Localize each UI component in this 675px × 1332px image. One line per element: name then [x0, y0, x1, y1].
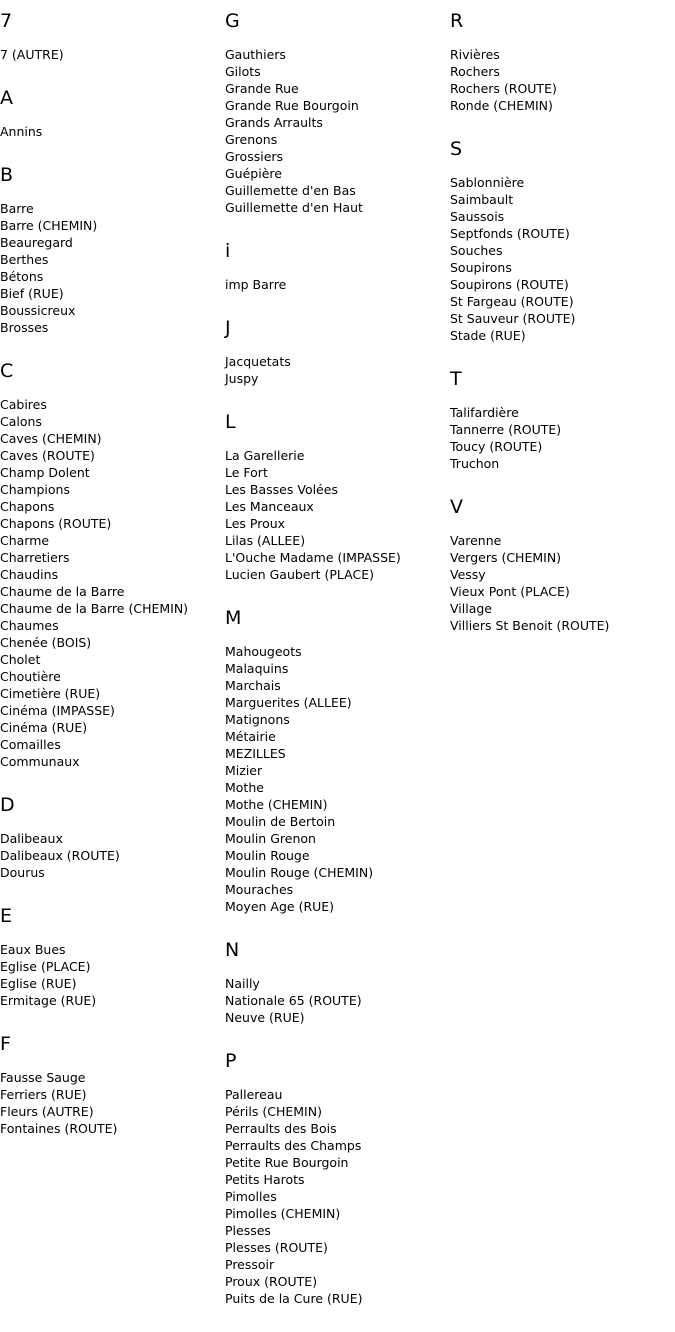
street-list-item: [225, 1009, 450, 1026]
street-link[interactable]: Dalibeaux: [0, 831, 63, 846]
street-link[interactable]: L'Ouche Madame (IMPASSE): [225, 550, 401, 565]
street-link[interactable]: Septfonds (ROUTE): [450, 226, 570, 241]
street-list-item: [225, 498, 450, 515]
street-link[interactable]: Puits de la Cure (RUE): [225, 1291, 363, 1306]
letter-group: [225, 412, 450, 583]
street-list-item: [0, 958, 225, 975]
street-list-item: [450, 438, 675, 455]
street-list-item: [450, 455, 675, 472]
street-link[interactable]: Village: [450, 601, 492, 616]
street-link[interactable]: Champ Dolent: [0, 465, 90, 480]
street-list-item: [225, 813, 450, 830]
street-list-item: [225, 1171, 450, 1188]
street-link[interactable]: Fleurs (AUTRE): [0, 1104, 94, 1119]
street-list-item: [0, 736, 225, 753]
letter-group: [0, 11, 225, 63]
street-list: [450, 404, 675, 472]
letter-group: [225, 608, 450, 915]
street-list: [0, 396, 225, 770]
street-link[interactable]: Toucy (ROUTE): [450, 439, 543, 454]
street-list: [0, 46, 225, 63]
street-link[interactable]: Eaux Bues: [0, 942, 66, 957]
street-list-item: [0, 941, 225, 958]
street-list: [0, 123, 225, 140]
street-link[interactable]: Barre (CHEMIN): [0, 218, 98, 233]
letter-group: [450, 497, 675, 634]
street-link[interactable]: Rochers: [450, 64, 500, 79]
street-list-item: [225, 165, 450, 182]
letter-group: [450, 139, 675, 344]
street-list-item: [450, 46, 675, 63]
street-link[interactable]: St Sauveur (ROUTE): [450, 311, 576, 326]
street-list-item: [0, 319, 225, 336]
street-link[interactable]: Varenne: [450, 533, 502, 548]
street-list-item: [0, 753, 225, 770]
street-link[interactable]: Les Basses Volées: [225, 482, 338, 497]
street-link[interactable]: Plesses (ROUTE): [225, 1240, 328, 1255]
street-link[interactable]: MEZILLES: [225, 746, 286, 761]
street-link[interactable]: Saussois: [450, 209, 505, 224]
street-list-item: [225, 114, 450, 131]
street-link[interactable]: Mouraches: [225, 882, 294, 897]
street-link[interactable]: Ferriers (RUE): [0, 1087, 87, 1102]
letter-group: [0, 165, 225, 336]
street-link[interactable]: Vieux Pont (PLACE): [450, 584, 570, 599]
street-link[interactable]: imp Barre: [225, 277, 287, 292]
letter-heading: T: [450, 368, 462, 390]
letter-heading: A: [0, 87, 13, 109]
street-list-item: [225, 549, 450, 566]
street-list-item: [0, 830, 225, 847]
street-link[interactable]: Lucien Gaubert (PLACE): [225, 567, 375, 582]
street-link[interactable]: Vessy: [450, 567, 486, 582]
letter-heading: D: [0, 794, 15, 816]
letter-heading: G: [225, 10, 240, 32]
street-list-item: [450, 242, 675, 259]
street-list-item: [450, 293, 675, 310]
street-link[interactable]: Communaux: [0, 754, 80, 769]
street-link[interactable]: Mothe (CHEMIN): [225, 797, 328, 812]
street-index-column-2: [225, 0, 450, 1332]
street-list-item: [0, 302, 225, 319]
street-list-item: [225, 1103, 450, 1120]
street-list-item: [225, 992, 450, 1009]
street-list-item: [225, 97, 450, 114]
street-list-item: [225, 80, 450, 97]
street-link[interactable]: Moulin Rouge: [225, 848, 310, 863]
letter-heading: i: [225, 240, 231, 262]
street-list-item: [0, 447, 225, 464]
street-list-item: [225, 63, 450, 80]
street-list-item: [450, 208, 675, 225]
street-list-item: [0, 464, 225, 481]
street-link[interactable]: Petite Rue Bourgoin: [225, 1155, 349, 1170]
street-list-item: [0, 268, 225, 285]
street-list-item: [225, 1290, 450, 1307]
letter-group: [450, 11, 675, 114]
street-index-column-3: [450, 0, 675, 659]
street-list-item: [225, 728, 450, 745]
letter-heading: V: [450, 496, 463, 518]
street-link[interactable]: Plesses: [225, 1223, 271, 1238]
street-list-item: [225, 762, 450, 779]
street-list-item: [225, 532, 450, 549]
street-list: [0, 200, 225, 336]
street-link[interactable]: Proux (ROUTE): [225, 1274, 318, 1289]
street-list: [0, 830, 225, 881]
letter-heading: B: [0, 164, 14, 186]
street-list-item: [450, 276, 675, 293]
street-list-item: [0, 668, 225, 685]
letter-group: [225, 11, 450, 216]
street-link[interactable]: Charme: [0, 533, 50, 548]
letter-group: [450, 369, 675, 472]
street-link[interactable]: Truchon: [450, 456, 500, 471]
letter-heading: N: [225, 939, 240, 961]
street-link[interactable]: Villiers St Benoit (ROUTE): [450, 618, 610, 633]
street-link[interactable]: Dalibeaux (ROUTE): [0, 848, 120, 863]
street-link[interactable]: Le Fort: [225, 465, 268, 480]
street-list-item: [0, 532, 225, 549]
street-link[interactable]: Charretiers: [0, 550, 70, 565]
street-link[interactable]: Chenée (BOIS): [0, 635, 92, 650]
street-list-item: [225, 182, 450, 199]
street-link[interactable]: Moulin de Bertoin: [225, 814, 336, 829]
street-link[interactable]: Grenons: [225, 132, 278, 147]
street-link[interactable]: Grossiers: [225, 149, 284, 164]
street-link[interactable]: Berthes: [0, 252, 49, 267]
street-list-item: [450, 174, 675, 191]
street-list-item: [0, 992, 225, 1009]
street-list-item: [0, 481, 225, 498]
street-list-item: [225, 566, 450, 583]
street-list-item: [0, 617, 225, 634]
street-list-item: [450, 617, 675, 634]
street-list-item: [0, 46, 225, 63]
letter-group: [225, 318, 450, 387]
street-list-item: [225, 515, 450, 532]
street-list-item: [225, 46, 450, 63]
street-list-item: [225, 199, 450, 216]
street-list-item: [450, 600, 675, 617]
street-link[interactable]: Grande Rue Bourgoin: [225, 98, 359, 113]
street-link[interactable]: Malaquins: [225, 661, 289, 676]
street-link[interactable]: Stade (RUE): [450, 328, 526, 343]
street-link[interactable]: Caves (CHEMIN): [0, 431, 102, 446]
street-list-item: [225, 1256, 450, 1273]
street-link[interactable]: Saimbault: [450, 192, 514, 207]
letter-group: [225, 241, 450, 293]
street-link[interactable]: Guillemette d'en Haut: [225, 200, 363, 215]
street-list-item: [0, 123, 225, 140]
street-list-item: [450, 80, 675, 97]
street-list-item: [0, 634, 225, 651]
letter-group: [225, 1051, 450, 1307]
street-link[interactable]: Eglise (PLACE): [0, 959, 91, 974]
street-list: [0, 1069, 225, 1137]
street-list-item: [225, 353, 450, 370]
street-list-item: [450, 259, 675, 276]
street-link[interactable]: Moyen Age (RUE): [225, 899, 335, 914]
letter-group: [0, 795, 225, 881]
street-list: [225, 353, 450, 387]
street-list-item: [225, 1239, 450, 1256]
street-link[interactable]: Pimolles (CHEMIN): [225, 1206, 341, 1221]
street-link[interactable]: Chaume de la Barre: [0, 584, 125, 599]
street-list-item: [0, 200, 225, 217]
street-link[interactable]: Talifardière: [450, 405, 519, 420]
street-list: [225, 447, 450, 583]
letter-heading: C: [0, 360, 14, 382]
street-link[interactable]: Juspy: [225, 371, 259, 386]
street-list-item: [450, 549, 675, 566]
street-link[interactable]: Grande Rue: [225, 81, 299, 96]
street-list-item: [225, 975, 450, 992]
street-list-item: [225, 881, 450, 898]
street-list-item: [0, 1103, 225, 1120]
street-link[interactable]: Matignons: [225, 712, 290, 727]
street-link[interactable]: Gilots: [225, 64, 261, 79]
street-link[interactable]: Guillemette d'en Bas: [225, 183, 356, 198]
street-list-item: [225, 660, 450, 677]
street-list-item: [450, 191, 675, 208]
street-link[interactable]: Chaudins: [0, 567, 59, 582]
street-link[interactable]: Ronde (CHEMIN): [450, 98, 553, 113]
street-list-item: [225, 1120, 450, 1137]
street-link[interactable]: St Fargeau (ROUTE): [450, 294, 574, 309]
street-link[interactable]: Pimolles: [225, 1189, 277, 1204]
letter-heading: M: [225, 607, 242, 629]
street-list-item: [225, 447, 450, 464]
street-list-item: [225, 131, 450, 148]
street-list-item: [450, 421, 675, 438]
street-link[interactable]: Comailles: [0, 737, 61, 752]
letter-group: [0, 906, 225, 1009]
street-link[interactable]: Boussicreux: [0, 303, 76, 318]
street-list-item: [0, 430, 225, 447]
street-list-item: [225, 481, 450, 498]
street-link[interactable]: Tannerre (ROUTE): [450, 422, 562, 437]
street-list-item: [0, 583, 225, 600]
street-link[interactable]: Vergers (CHEMIN): [450, 550, 562, 565]
street-link[interactable]: Grands Arraults: [225, 115, 323, 130]
letter-heading: E: [0, 905, 13, 927]
street-list-item: [225, 370, 450, 387]
street-link[interactable]: Les Proux: [225, 516, 286, 531]
street-list-item: [0, 251, 225, 268]
street-list-item: [0, 864, 225, 881]
street-list-item: [225, 677, 450, 694]
street-list-item: [225, 711, 450, 728]
street-list: [450, 174, 675, 344]
street-link[interactable]: Choutière: [0, 669, 61, 684]
street-index-column-1: [0, 0, 225, 1162]
street-list-item: [225, 830, 450, 847]
street-list-item: [225, 779, 450, 796]
street-list: [225, 1086, 450, 1307]
letter-group: [0, 1034, 225, 1137]
street-link[interactable]: Lilas (ALLEE): [225, 533, 306, 548]
street-list-item: [450, 327, 675, 344]
street-link[interactable]: Nailly: [225, 976, 260, 991]
letter-heading: 7: [0, 10, 13, 32]
street-link[interactable]: Guépière: [225, 166, 282, 181]
street-link[interactable]: 7 (AUTRE): [0, 47, 64, 62]
street-link[interactable]: Beauregard: [0, 235, 73, 250]
street-link[interactable]: Moulin Grenon: [225, 831, 316, 846]
street-list-item: [450, 225, 675, 242]
street-list-item: [0, 685, 225, 702]
street-list-item: [450, 404, 675, 421]
street-link[interactable]: Perraults des Bois: [225, 1121, 337, 1136]
street-list-item: [0, 234, 225, 251]
street-link[interactable]: Bief (RUE): [0, 286, 64, 301]
street-link[interactable]: Cimetière (RUE): [0, 686, 101, 701]
street-list-item: [450, 97, 675, 114]
street-link[interactable]: Moulin Rouge (CHEMIN): [225, 865, 374, 880]
street-link[interactable]: Cinéma (RUE): [0, 720, 88, 735]
street-list-item: [225, 745, 450, 762]
street-link[interactable]: Marguerites (ALLEE): [225, 695, 352, 710]
street-list-item: [0, 975, 225, 992]
street-link[interactable]: Annins: [0, 124, 43, 139]
street-list-item: [0, 1120, 225, 1137]
street-list-item: [0, 702, 225, 719]
street-list-item: [450, 63, 675, 80]
street-list-item: [0, 1086, 225, 1103]
street-list: [225, 276, 450, 293]
street-list-item: [450, 566, 675, 583]
street-list-item: [225, 1086, 450, 1103]
letter-heading: R: [450, 10, 464, 32]
street-list-item: [0, 1069, 225, 1086]
street-list-item: [225, 148, 450, 165]
street-link[interactable]: Nationale 65 (ROUTE): [225, 993, 362, 1008]
street-link[interactable]: Brosses: [0, 320, 49, 335]
street-list-item: [0, 285, 225, 302]
letter-group: [0, 361, 225, 770]
street-link[interactable]: Calons: [0, 414, 42, 429]
street-link[interactable]: Chaumes: [0, 618, 59, 633]
street-link[interactable]: Marchais: [225, 678, 281, 693]
street-link[interactable]: Bétons: [0, 269, 44, 284]
street-link[interactable]: Mizier: [225, 763, 263, 778]
street-list-item: [225, 276, 450, 293]
street-list: [225, 975, 450, 1026]
street-list-item: [0, 498, 225, 515]
letter-heading: F: [0, 1033, 11, 1055]
street-link[interactable]: Mothe: [225, 780, 264, 795]
street-list: [450, 532, 675, 634]
street-list-item: [225, 694, 450, 711]
street-list-item: [225, 898, 450, 915]
letter-group: [225, 940, 450, 1026]
street-list: [225, 46, 450, 216]
street-list-item: [225, 864, 450, 881]
letter-heading: L: [225, 411, 236, 433]
street-list-item: [0, 600, 225, 617]
street-link[interactable]: Chapons (ROUTE): [0, 516, 112, 531]
street-link[interactable]: Cabires: [0, 397, 47, 412]
street-list-item: [0, 719, 225, 736]
street-list-item: [0, 217, 225, 234]
street-link[interactable]: Cinéma (IMPASSE): [0, 703, 115, 718]
street-list-item: [0, 396, 225, 413]
letter-group: [0, 88, 225, 140]
street-list: [225, 643, 450, 915]
street-link[interactable]: Perraults des Champs: [225, 1138, 362, 1153]
street-list-item: [0, 515, 225, 532]
street-link[interactable]: Rivières: [450, 47, 500, 62]
street-list-item: [450, 310, 675, 327]
street-list-item: [225, 1273, 450, 1290]
street-link[interactable]: Mahougeots: [225, 644, 302, 659]
street-list-item: [0, 651, 225, 668]
street-link[interactable]: La Garellerie: [225, 448, 305, 463]
street-link[interactable]: Ermitage (RUE): [0, 993, 97, 1008]
street-link[interactable]: Soupirons: [450, 260, 512, 275]
street-list-item: [450, 532, 675, 549]
street-list: [0, 941, 225, 1009]
street-link[interactable]: Pressoir: [225, 1257, 275, 1272]
street-link[interactable]: Gauthiers: [225, 47, 286, 62]
street-link[interactable]: Champions: [0, 482, 70, 497]
street-list-item: [0, 566, 225, 583]
street-list-item: [225, 847, 450, 864]
street-link[interactable]: Chapons: [0, 499, 55, 514]
street-link[interactable]: Chaume de la Barre (CHEMIN): [0, 601, 189, 616]
street-link[interactable]: Rochers (ROUTE): [450, 81, 557, 96]
street-link[interactable]: Périls (CHEMIN): [225, 1104, 322, 1119]
street-link[interactable]: Métairie: [225, 729, 276, 744]
street-link[interactable]: Eglise (RUE): [0, 976, 77, 991]
street-link[interactable]: Fausse Sauge: [0, 1070, 86, 1085]
street-link[interactable]: Neuve (RUE): [225, 1010, 305, 1025]
street-link[interactable]: Souches: [450, 243, 503, 258]
street-link[interactable]: Dourus: [0, 865, 45, 880]
street-link[interactable]: Caves (ROUTE): [0, 448, 95, 463]
street-list-item: [450, 583, 675, 600]
street-link[interactable]: Soupirons (ROUTE): [450, 277, 569, 292]
street-list-item: [225, 464, 450, 481]
street-link[interactable]: Pallereau: [225, 1087, 283, 1102]
street-list-item: [225, 643, 450, 660]
street-link[interactable]: Barre: [0, 201, 34, 216]
street-link[interactable]: Sablonnière: [450, 175, 525, 190]
street-link[interactable]: Les Manceaux: [225, 499, 314, 514]
letter-heading: P: [225, 1050, 237, 1072]
street-list-item: [0, 847, 225, 864]
street-link[interactable]: Cholet: [0, 652, 41, 667]
street-list-item: [225, 1205, 450, 1222]
letter-heading: J: [225, 317, 231, 339]
letter-heading: S: [450, 138, 463, 160]
street-list-item: [0, 549, 225, 566]
street-list-item: [0, 413, 225, 430]
street-list-item: [225, 1154, 450, 1171]
street-link[interactable]: Petits Harots: [225, 1172, 305, 1187]
street-list-item: [225, 796, 450, 813]
street-list-item: [225, 1137, 450, 1154]
street-list: [450, 46, 675, 114]
street-link[interactable]: Fontaines (ROUTE): [0, 1121, 118, 1136]
street-link[interactable]: Jacquetats: [225, 354, 291, 369]
street-list-item: [225, 1222, 450, 1239]
street-list-item: [225, 1188, 450, 1205]
